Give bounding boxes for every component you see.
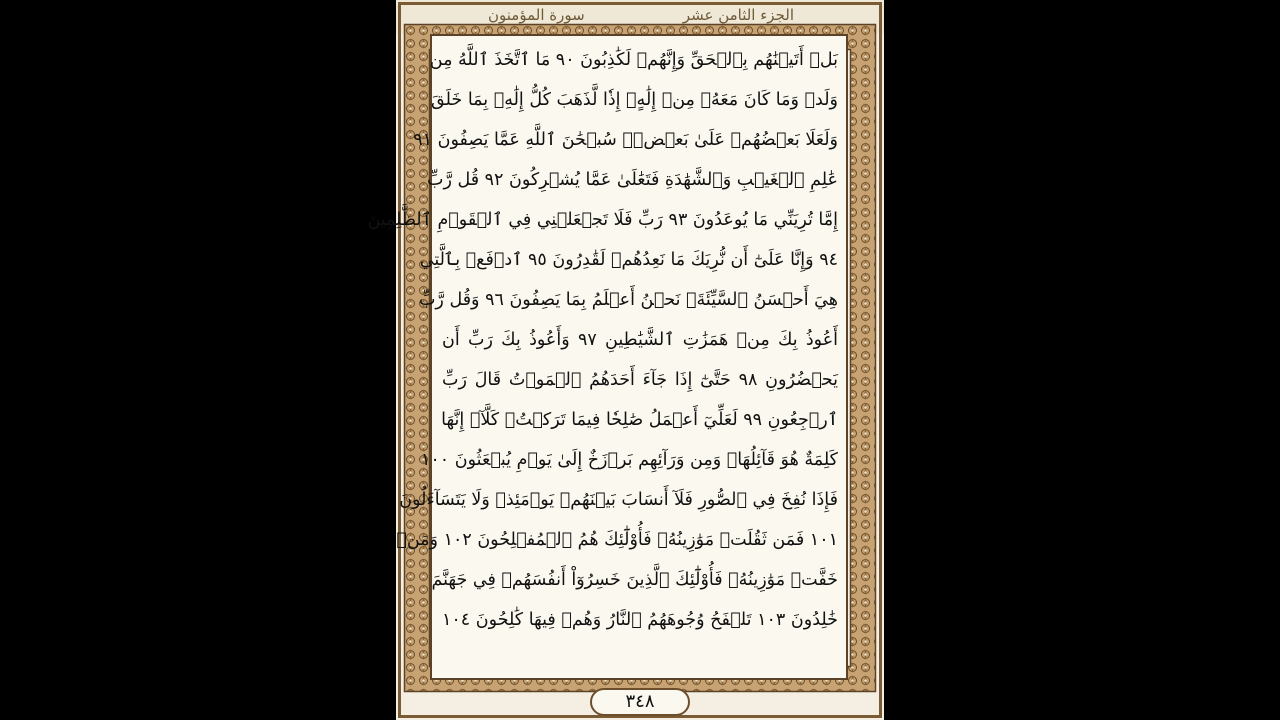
verses-text [367, 40, 839, 675]
verse-line: أَعُوذُ بِكَ مِنۡ هَمَزَٰتِ ٱلشَّيَٰطِينِ ٩٧ وَأَعُوذُ بِكَ رَبِّ أَن [442, 330, 838, 350]
juz-name: الجزء الثامن عشر [682, 6, 794, 24]
verse-line: خَٰلِدُونَ ١٠٣ تَلۡفَحُ وُجُوهَهُمُ ٱلنَّارُ وَهُمۡ فِيهَا كَٰلِحُونَ ١٠٤ [442, 610, 839, 630]
verse-line: كَلِمَةٌ هُوَ قَآئِلُهَاۖ وَمِن وَرَآئِهِم بَرۡزَخٌ إِلَىٰ يَوۡمِ يُبۡعَثُونَ ١٠٠ [421, 450, 838, 470]
verse-line: وَلَدٖ وَمَا كَانَ مَعَهُۥ مِنۡ إِلَٰهٍۚ إِذٗا لَّذَهَبَ كُلُّ إِلَٰهِۭ بِمَا خَلَقَ [431, 90, 838, 110]
verse-line: إِمَّا تُرِيَنِّي مَا يُوعَدُونَ ٩٣ رَبِّ فَلَا تَجۡعَلۡنِي فِي ٱلۡقَوۡمِ ٱلظَّٰلِمِينَ [367, 210, 838, 230]
verse-line: ٱرۡجِعُونِ ٩٩ لَعَلِّيٓ أَعۡمَلُ صَٰلِحٗا فِيمَا تَرَكۡتُۚ كَلَّآۚ إِنَّهَا [441, 410, 838, 430]
verse-line: هِيَ أَحۡسَنُ ٱلسَّيِّئَةَۚ نَحۡنُ أَعۡلَمُ بِمَا يَصِفُونَ ٩٦ وَقُل رَّبِّ [418, 290, 838, 310]
verse-line: خَفَّتۡ مَوَٰزِينُهُۥ فَأُوْلَٰٓئِكَ ٱلَّذِينَ خَسِرُوٓاْ أَنفُسَهُمۡ فِي جَهَنَّمَ [431, 570, 838, 590]
verse-line: عَٰلِمِ ٱلۡغَيۡبِ وَٱلشَّهَٰدَةِ فَتَعَٰلَىٰ عَمَّا يُشۡرِكُونَ ٩٢ قُل رَّبِّ [426, 170, 838, 190]
verse-line: فَإِذَا نُفِخَ فِي ٱلصُّورِ فَلَآ أَنسَابَ بَيۡنَهُمۡ يَوۡمَئِذٖ وَلَا يَتَسَآءَلُونَ [399, 490, 838, 510]
surah-name: سورة المؤمنون [488, 6, 585, 24]
verse-line: بَلۡ أَتَيۡنَٰهُم بِٱلۡحَقِّ وَإِنَّهُمۡ لَكَٰذِبُونَ ٩٠ مَا ٱتَّخَذَ ٱللَّهُ مِن [429, 50, 838, 70]
verse-line: ١٠١ فَمَن ثَقُلَتۡ مَوَٰزِينُهُۥ فَأُوْلَٰٓئِكَ هُمُ ٱلۡمُفۡلِحُونَ ١٠٢ وَمَنۡ [396, 530, 838, 550]
verse-line: ٩٤ وَإِنَّا عَلَىٰٓ أَن نُّرِيَكَ مَا نَعِدُهُمۡ لَقَٰدِرُونَ ٩٥ ٱدۡفَعۡ بِٱلَّتِي [419, 250, 838, 270]
verse-line: وَلَعَلَا بَعۡضُهُمۡ عَلَىٰ بَعۡضٖۚ سُبۡحَٰنَ ٱللَّهِ عَمَّا يَصِفُونَ ٩١ [413, 130, 838, 150]
page-number: ٣٤٨ [590, 688, 690, 716]
mushaf-page [367, 0, 884, 720]
verse-line: يَحۡضُرُونِ ٩٨ حَتَّىٰٓ إِذَا جَآءَ أَحَدَهُمُ ٱلۡمَوۡتُ قَالَ رَبِّ [442, 370, 838, 390]
